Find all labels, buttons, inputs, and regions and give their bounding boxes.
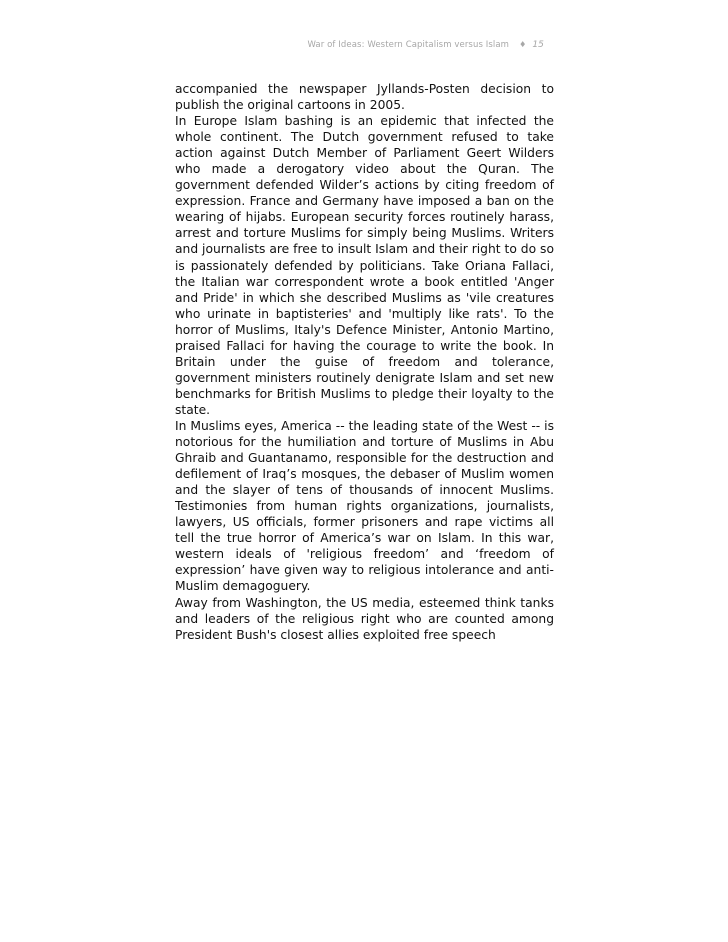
page-number: 15 — [532, 40, 544, 50]
body-text — [175, 81, 554, 643]
header-title: War of Ideas: Western Capitalism versus Islam — [307, 40, 510, 50]
paragraph: In Europe Islam bashing is an epidemic that infected the whole continent. The Dutch government refused to take action against Dutch Member of Parliament Geert Wilders who made a derogatory video about the Quran. The government defended Wilder’s actions by citing freedom of expression. France and Germany have imposed a ban on the wearing of hijabs. European security forces routinely harass, arrest and torture Muslims for simply being Muslims. Writers and journalists are free to insult Islam and their right to do so is passionately defended by politicians. Take Oriana Fallaci, the Italian war correspondent wrote a book entitled 'Anger and Pride' in which she described Muslims as 'vile creatures who urinate in baptisteries' and 'multiply like rats'. To the horror of Muslims, Italy's Defence Minister, Antonio Martino, praised Fallaci for having the courage to write the book. In Britain under the guise of freedom and tolerance, government ministers routinely denigrate Islam and set new benchmarks for British Muslims to pledge their loyalty to the state. — [175, 114, 554, 417]
diamond-separator-icon: ♦ — [519, 40, 527, 49]
paragraph: In Muslims eyes, America -- the leading state of the West -- is notorious for the humiliation and torture of Muslims in Abu Ghraib and Guantanamo, responsible for the destruction and defilement of Iraq’s mosques, the debaser of Muslim women and the slayer of tens of thousands of innocent Muslims. Testimonies from human rights organizations, journalists, lawyers, US officials, former prisoners and rape victims all tell the true horror of America’s war on Islam. In this war, western ideals of 'religious freedom’ and ‘freedom of expression’ have given way to religious intolerance and anti-Muslim demagoguery. — [175, 418, 554, 594]
paragraph: Away from Washington, the US media, esteemed think tanks and leaders of the religious right who are counted among President Bush's closest allies exploited free speech — [175, 595, 554, 642]
running-header — [176, 40, 544, 50]
paragraph: accompanied the newspaper Jyllands-Posten decision to publish the original cartoons in 2005. — [175, 82, 554, 113]
